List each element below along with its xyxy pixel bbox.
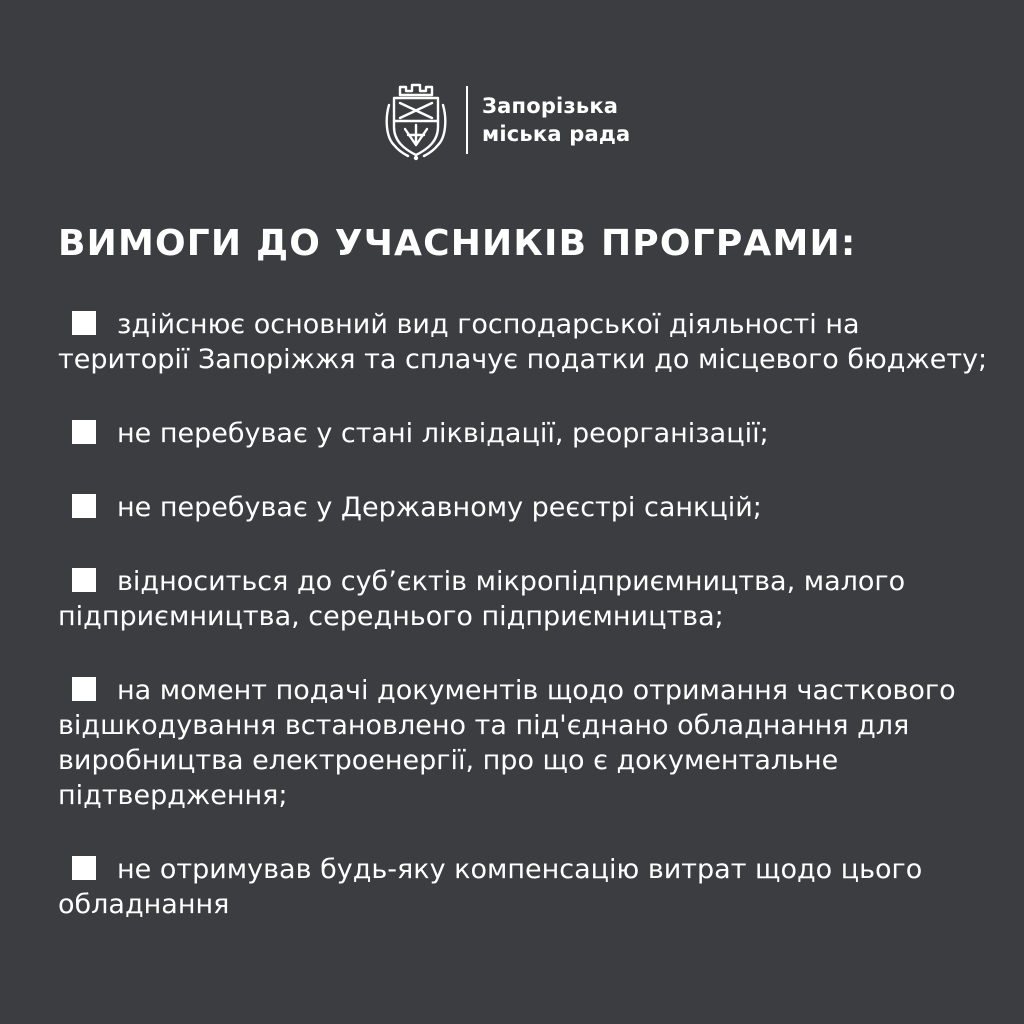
header [384,79,630,161]
requirement-item [58,673,988,813]
requirement-item [58,416,988,451]
requirement-text: не перебуває у стані ліквідації, реорганізації; [117,418,769,449]
requirement-text: здійснює основний вид господарської діяльності на території Запоріжжя та сплачує податки до місцевого бюджету; [58,309,988,375]
requirement-text: відноситься до суб’єктів мікропідприємництва, малого підприємництва, середнього підприємництва; [58,566,906,632]
square-bullet-icon [72,856,96,880]
requirement-text: не отримував будь-яку компенсацію витрат щодо цього обладнання [58,854,923,920]
square-bullet-icon [72,568,96,592]
page-title: ВИМОГИ ДО УЧАСНИКІВ ПРОГРАМИ: [58,223,857,264]
square-bullet-icon [72,494,96,518]
org-name-line1: Запорізька [482,94,619,118]
square-bullet-icon [72,677,96,701]
requirement-text: на момент подачі документів щодо отримання часткового відшкодування встановлено та під'єднано обладнання для виробництва електроенергії, про що є документальне підтвердження; [58,675,956,811]
header-divider [466,86,468,154]
requirement-item [58,490,988,525]
requirement-text: не перебуває у Державному реєстрі санкцій; [117,492,762,523]
org-name [482,92,630,148]
requirement-item [58,307,988,377]
square-bullet-icon [72,420,96,444]
square-bullet-icon [72,311,96,335]
requirement-item [58,564,988,634]
requirements-list [58,307,988,961]
city-coat-of-arms-icon [384,79,448,161]
org-name-line2: міська рада [482,122,631,146]
requirement-item [58,852,988,922]
